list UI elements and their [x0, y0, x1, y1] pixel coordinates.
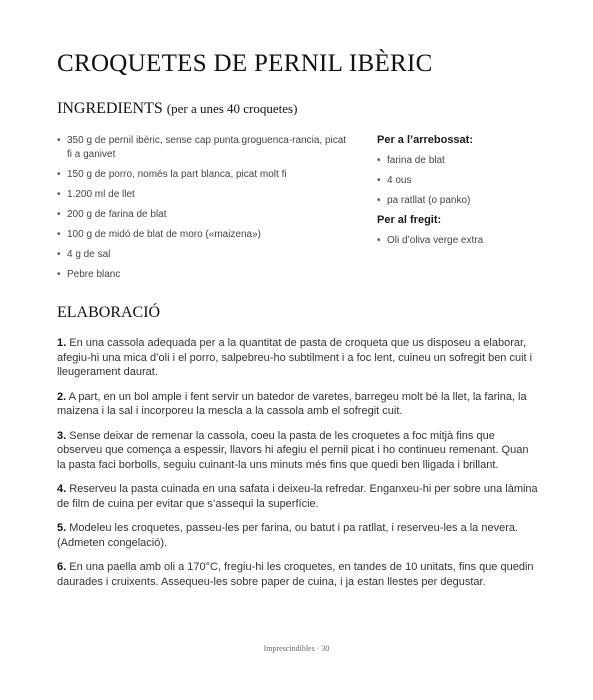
step-number: 1. [57, 337, 67, 349]
step-number: 5. [57, 522, 67, 534]
step [57, 429, 539, 473]
list-item: • pa ratllat (o panko) [377, 194, 567, 208]
list-item: • 150 g de porro, només la part blanca, picat molt fi [57, 168, 347, 182]
step-text: Sense deixar de remenar la cassola, coeu la pasta de les croquetes a foc mitjà fins que observeu que comença a espessir, llavors hi afegiu el pernil picat i ho continueu remenant. Quan la pasta faci borbolls, seguiu cuinant-la uns minuts més fins que quedi ben lligada i brillant. [57, 429, 529, 471]
step-text: A part, en un bol ample i fent servir un batedor de varetes, barregeu molt bé la llet, la farina, la maizena i la sal i incorporeu la mescla a la cassola amb el sofregit cuit. [57, 390, 527, 417]
step [57, 560, 539, 589]
list-item: • 200 g de farina de blat [57, 208, 347, 222]
list-item: • Oli d’oliva verge extra [377, 234, 567, 248]
list-item: • 4 ous [377, 174, 567, 188]
step-text: En una cassola adequada per a la quantitat de pasta de croqueta que us disposeu a elaborar, afegiu-hi una mica d’oli i el porro, salpebreu-ho subtilment i a foc lent, cuineu un sofregit ben cuit i lleugerament daurat. [57, 337, 533, 378]
list-item: • 100 g de midó de blat de moro («maizena») [57, 228, 347, 242]
list-item: • farina de blat [377, 154, 567, 168]
ingredients-subheading: (per a unes 40 croquetes) [166, 101, 298, 116]
list-item: • 350 g de pernil ibèric, sense cap punta groguenca-rancia, picat fi a ganivet [57, 134, 347, 162]
step [57, 390, 539, 419]
coating-list [377, 154, 567, 208]
page-title: CROQUETES DE PERNIL IBÈRIC [57, 50, 433, 77]
frying-heading: Per al fregit: [377, 214, 442, 226]
step-number: 2. [57, 390, 67, 403]
list-item: • 4 g de sal [57, 248, 347, 262]
side-ingredients [377, 134, 567, 254]
ingredients-heading-text: INGREDIENTS [57, 100, 163, 117]
elaboration-steps [57, 336, 539, 599]
list-item: • 1.200 ml de llet [57, 188, 347, 202]
step [57, 521, 539, 550]
elaboration-heading: ELABORACIÓ [57, 304, 161, 321]
coating-heading: Per a l’arrebossat: [377, 134, 473, 146]
frying-list [377, 234, 567, 248]
ingredients-heading [57, 100, 297, 118]
step-number: 4. [57, 483, 67, 495]
step-text: En una paella amb oli a 170°C, fregiu-hi les croquetes, en tandes de 10 unitats, fins que quedin daurades i cruixents. Assequeu-les sobre paper de cuina, i ja estan llestes per degustar. [57, 561, 534, 588]
step [57, 336, 539, 380]
list-item: • Pebre blanc [57, 268, 347, 282]
ingredients-list [57, 134, 347, 288]
page-footer: Imprescindibles · 30 [263, 644, 330, 653]
step-text: Modeleu les croquetes, passeu-les per farina, ou batut i pa ratllat, i reserveu-les a la nevera. (Admeten congelació). [57, 522, 519, 549]
step-text: Reserveu la pasta cuinada en una safata i deixeu-la refredar. Enganxeu-hi per sobre una làmina de film de cuina per evitar que s’assequi la superfície. [57, 483, 538, 510]
step [57, 482, 539, 511]
step-number: 6. [57, 561, 67, 573]
step-number: 3. [57, 429, 67, 442]
